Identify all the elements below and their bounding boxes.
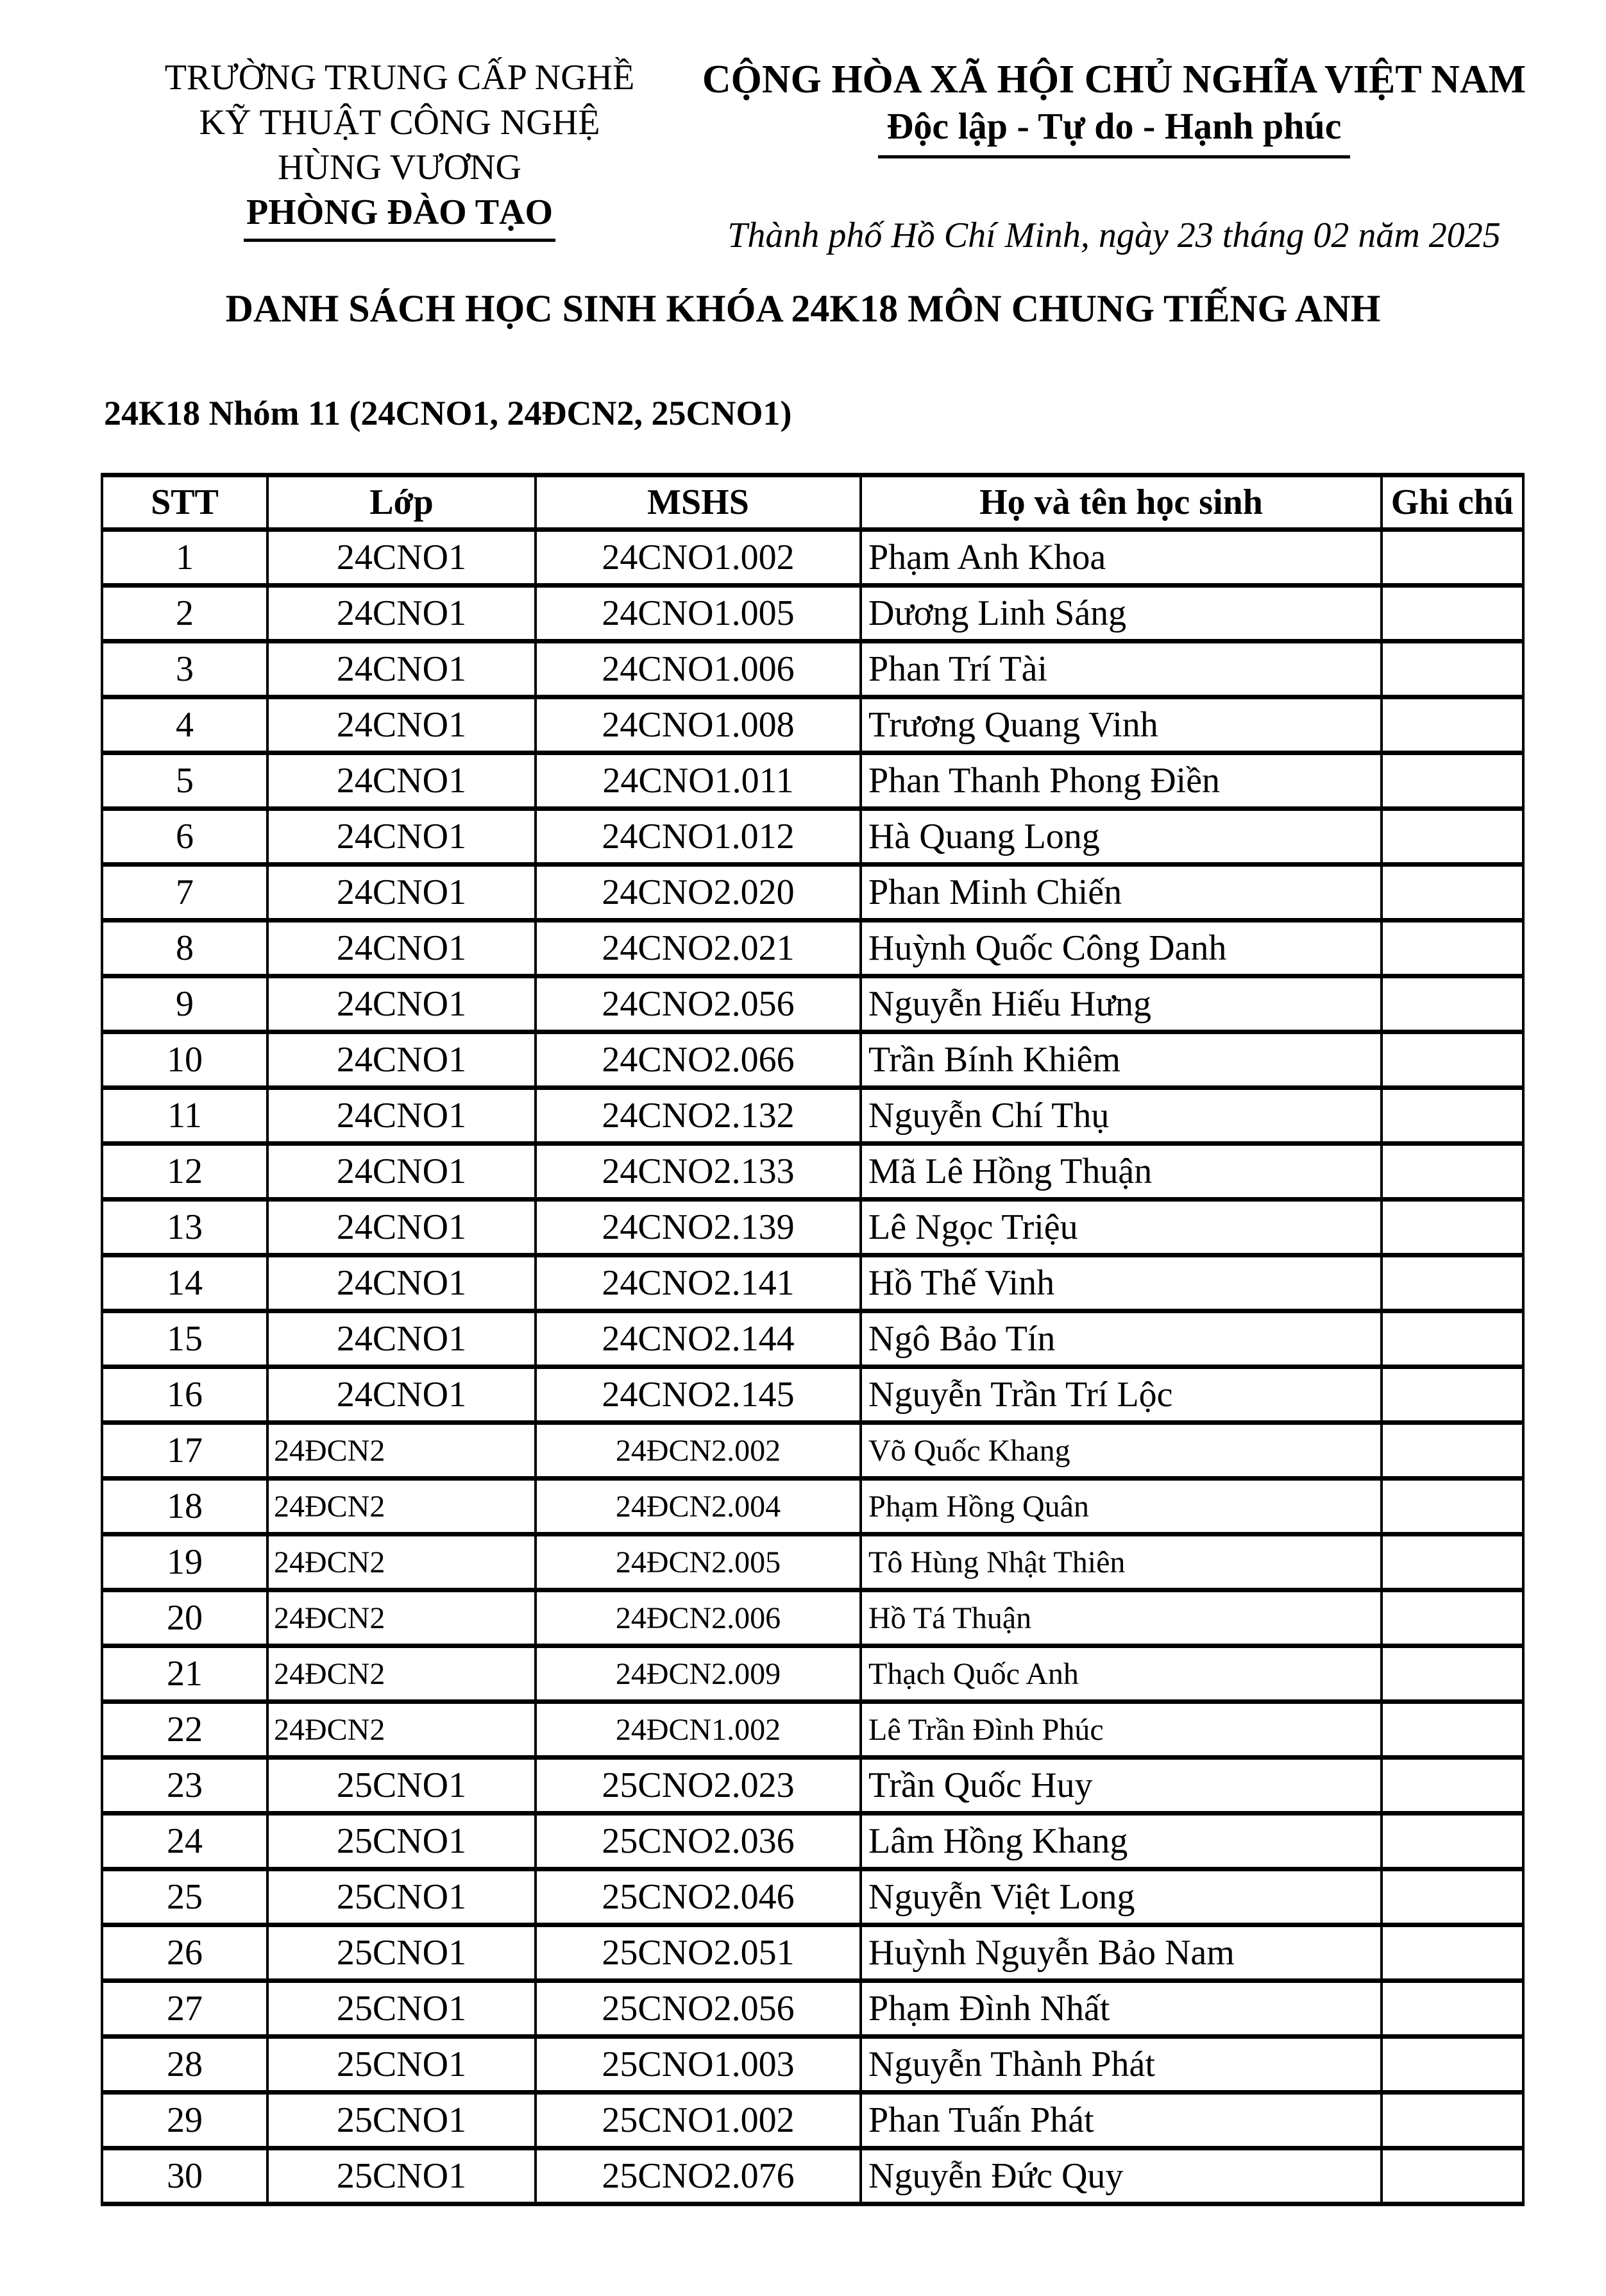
cell-note	[1382, 2037, 1523, 2093]
cell-note	[1382, 586, 1523, 642]
cell-note	[1382, 1144, 1523, 1200]
cell-name: Ngô Bảo Tín	[861, 1311, 1382, 1367]
cell-name: Hà Quang Long	[861, 809, 1382, 865]
cell-lop: 24ĐCN2	[267, 1423, 536, 1479]
cell-mshs: 25CNO1.002	[536, 2093, 861, 2148]
cell-stt: 3	[102, 642, 267, 697]
cell-note	[1382, 1311, 1523, 1367]
document-header	[0, 0, 1606, 256]
cell-name: Nguyễn Trần Trí Lộc	[861, 1367, 1382, 1423]
cell-lop: 24CNO1	[267, 976, 536, 1032]
table-row	[102, 1255, 1523, 1311]
cell-lop: 25CNO1	[267, 1814, 536, 1869]
cell-stt: 6	[102, 809, 267, 865]
cell-name: Lê Trần Đình Phúc	[861, 1702, 1382, 1758]
cell-stt: 18	[102, 1479, 267, 1535]
cell-lop: 24ĐCN2	[267, 1646, 536, 1702]
cell-note	[1382, 1981, 1523, 2037]
cell-stt: 25	[102, 1869, 267, 1925]
cell-stt: 4	[102, 697, 267, 753]
table-row	[102, 1869, 1523, 1925]
column-header-name: Họ và tên học sinh	[861, 475, 1382, 530]
cell-lop: 24CNO1	[267, 921, 536, 976]
cell-stt: 10	[102, 1032, 267, 1088]
cell-lop: 24ĐCN2	[267, 1590, 536, 1646]
cell-stt: 16	[102, 1367, 267, 1423]
cell-name: Phan Tuấn Phát	[861, 2093, 1382, 2148]
cell-name: Nguyễn Hiếu Hưng	[861, 976, 1382, 1032]
column-header-ghichu: Ghi chú	[1382, 475, 1523, 530]
cell-mshs: 24CNO1.012	[536, 809, 861, 865]
table-row	[102, 1032, 1523, 1088]
cell-name: Nguyễn Đức Quy	[861, 2148, 1382, 2204]
cell-mshs: 25CNO2.046	[536, 1869, 861, 1925]
cell-name: Phan Thanh Phong Điền	[861, 753, 1382, 809]
cell-name: Lâm Hồng Khang	[861, 1814, 1382, 1869]
cell-stt: 1	[102, 530, 267, 586]
table-row	[102, 921, 1523, 976]
cell-lop: 24CNO1	[267, 586, 536, 642]
cell-stt: 19	[102, 1535, 267, 1590]
cell-mshs: 25CNO2.076	[536, 2148, 861, 2204]
cell-name: Võ Quốc Khang	[861, 1423, 1382, 1479]
cell-name: Nguyễn Việt Long	[861, 1869, 1382, 1925]
national-header-block	[698, 55, 1530, 256]
cell-note	[1382, 1758, 1523, 1814]
cell-lop: 24CNO1	[267, 1144, 536, 1200]
table-row	[102, 2093, 1523, 2148]
table-row	[102, 1702, 1523, 1758]
document-title: DANH SÁCH HỌC SINH KHÓA 24K18 MÔN CHUNG TIẾNG ANH	[225, 287, 1381, 330]
cell-stt: 24	[102, 1814, 267, 1869]
national-motto-line	[698, 106, 1530, 158]
cell-lop: 25CNO1	[267, 2037, 536, 2093]
cell-stt: 20	[102, 1590, 267, 1646]
cell-stt: 22	[102, 1702, 267, 1758]
table-row	[102, 1479, 1523, 1535]
table-row	[102, 697, 1523, 753]
cell-note	[1382, 1590, 1523, 1646]
cell-name: Phạm Đình Nhất	[861, 1981, 1382, 2037]
national-motto: Độc lập - Tự do - Hạnh phúc	[878, 106, 1351, 158]
cell-mshs: 24CNO2.139	[536, 1200, 861, 1255]
table-row	[102, 2148, 1523, 2204]
table-row	[102, 1423, 1523, 1479]
cell-lop: 24CNO1	[267, 697, 536, 753]
group-heading: 24K18 Nhóm 11 (24CNO1, 24ĐCN2, 25CNO1)	[104, 394, 792, 432]
cell-stt: 27	[102, 1981, 267, 2037]
table-row	[102, 2037, 1523, 2093]
table-row	[102, 1367, 1523, 1423]
table-row	[102, 1646, 1523, 1702]
table-row	[102, 1088, 1523, 1144]
student-list-table	[101, 473, 1525, 2206]
cell-mshs: 24CNO2.145	[536, 1367, 861, 1423]
cell-lop: 24CNO1	[267, 1255, 536, 1311]
cell-mshs: 24ĐCN1.002	[536, 1702, 861, 1758]
cell-name: Trần Bính Khiêm	[861, 1032, 1382, 1088]
cell-note	[1382, 1535, 1523, 1590]
cell-note	[1382, 1423, 1523, 1479]
cell-mshs: 24CNO2.020	[536, 865, 861, 921]
cell-mshs: 24CNO2.066	[536, 1032, 861, 1088]
table-row	[102, 1981, 1523, 2037]
table-row	[102, 1200, 1523, 1255]
cell-name: Thạch Quốc Anh	[861, 1646, 1382, 1702]
cell-mshs: 24CNO1.002	[536, 530, 861, 586]
table-row	[102, 809, 1523, 865]
cell-stt: 11	[102, 1088, 267, 1144]
cell-stt: 23	[102, 1758, 267, 1814]
cell-lop: 24CNO1	[267, 865, 536, 921]
org-name-line-3: HÙNG VƯƠNG	[278, 148, 521, 187]
cell-mshs: 24ĐCN2.006	[536, 1590, 861, 1646]
cell-note	[1382, 865, 1523, 921]
cell-lop: 25CNO1	[267, 1925, 536, 1981]
cell-lop: 24CNO1	[267, 1311, 536, 1367]
table-row	[102, 753, 1523, 809]
cell-stt: 7	[102, 865, 267, 921]
cell-stt: 29	[102, 2093, 267, 2148]
cell-name: Hồ Thế Vinh	[861, 1255, 1382, 1311]
cell-stt: 2	[102, 586, 267, 642]
table-row	[102, 1590, 1523, 1646]
cell-mshs: 24CNO1.008	[536, 697, 861, 753]
cell-note	[1382, 1255, 1523, 1311]
cell-mshs: 25CNO2.036	[536, 1814, 861, 1869]
cell-name: Phạm Hồng Quân	[861, 1479, 1382, 1535]
cell-note	[1382, 1869, 1523, 1925]
cell-stt: 14	[102, 1255, 267, 1311]
column-header-mshs: MSHS	[536, 475, 861, 530]
cell-stt: 26	[102, 1925, 267, 1981]
cell-note	[1382, 1479, 1523, 1535]
cell-note	[1382, 1814, 1523, 1869]
cell-stt: 30	[102, 2148, 267, 2204]
cell-mshs: 24ĐCN2.009	[536, 1646, 861, 1702]
cell-mshs: 25CNO1.003	[536, 2037, 861, 2093]
cell-name: Huỳnh Nguyễn Bảo Nam	[861, 1925, 1382, 1981]
cell-name: Dương Linh Sáng	[861, 586, 1382, 642]
cell-mshs: 25CNO2.023	[536, 1758, 861, 1814]
cell-mshs: 24CNO2.021	[536, 921, 861, 976]
cell-stt: 17	[102, 1423, 267, 1479]
cell-stt: 21	[102, 1646, 267, 1702]
cell-mshs: 24CNO1.011	[536, 753, 861, 809]
cell-mshs: 24CNO2.132	[536, 1088, 861, 1144]
table-row	[102, 976, 1523, 1032]
department-line	[101, 190, 698, 242]
cell-lop: 24CNO1	[267, 1200, 536, 1255]
cell-mshs: 24ĐCN2.004	[536, 1479, 861, 1535]
cell-lop: 24CNO1	[267, 809, 536, 865]
cell-note	[1382, 1088, 1523, 1144]
table-row	[102, 1925, 1523, 1981]
cell-note	[1382, 1032, 1523, 1088]
cell-note	[1382, 921, 1523, 976]
cell-lop: 24ĐCN2	[267, 1535, 536, 1590]
cell-lop: 24CNO1	[267, 530, 536, 586]
cell-lop: 25CNO1	[267, 2148, 536, 2204]
cell-mshs: 25CNO2.051	[536, 1925, 861, 1981]
cell-lop: 24ĐCN2	[267, 1479, 536, 1535]
cell-lop: 24CNO1	[267, 1367, 536, 1423]
cell-lop: 24CNO1	[267, 642, 536, 697]
cell-lop: 24CNO1	[267, 1032, 536, 1088]
table-row	[102, 642, 1523, 697]
cell-stt: 28	[102, 2037, 267, 2093]
cell-note	[1382, 809, 1523, 865]
cell-name: Hồ Tá Thuận	[861, 1590, 1382, 1646]
cell-mshs: 24ĐCN2.002	[536, 1423, 861, 1479]
org-name-line-2: KỸ THUẬT CÔNG NGHỆ	[199, 103, 600, 142]
cell-mshs: 24CNO2.056	[536, 976, 861, 1032]
cell-lop: 25CNO1	[267, 2093, 536, 2148]
cell-lop: 25CNO1	[267, 1981, 536, 2037]
column-header-lop: Lớp	[267, 475, 536, 530]
cell-mshs: 24CNO1.005	[536, 586, 861, 642]
table-header-row	[102, 475, 1523, 530]
cell-note	[1382, 642, 1523, 697]
cell-lop: 25CNO1	[267, 1869, 536, 1925]
department-name: PHÒNG ĐÀO TẠO	[244, 194, 555, 242]
cell-name: Phan Minh Chiến	[861, 865, 1382, 921]
cell-mshs: 24ĐCN2.005	[536, 1535, 861, 1590]
cell-mshs: 24CNO2.141	[536, 1255, 861, 1311]
cell-mshs: 25CNO2.056	[536, 1981, 861, 2037]
table-row	[102, 865, 1523, 921]
table-row	[102, 1814, 1523, 1869]
cell-note	[1382, 1367, 1523, 1423]
cell-lop: 24CNO1	[267, 753, 536, 809]
table-row	[102, 586, 1523, 642]
cell-name: Phạm Anh Khoa	[861, 530, 1382, 586]
table-row	[102, 1758, 1523, 1814]
cell-name: Tô Hùng Nhật Thiên	[861, 1535, 1382, 1590]
cell-mshs: 24CNO1.006	[536, 642, 861, 697]
cell-name: Lê Ngọc Triệu	[861, 1200, 1382, 1255]
cell-mshs: 24CNO2.133	[536, 1144, 861, 1200]
table-row	[102, 1311, 1523, 1367]
cell-name: Trương Quang Vinh	[861, 697, 1382, 753]
table-row	[102, 530, 1523, 586]
cell-name: Trần Quốc Huy	[861, 1758, 1382, 1814]
cell-lop: 24CNO1	[267, 1088, 536, 1144]
place-date-line: Thành phố Hồ Chí Minh, ngày 23 tháng 02 năm 2025	[727, 216, 1501, 255]
national-title: CỘNG HÒA XÃ HỘI CHỦ NGHĨA VIỆT NAM	[702, 58, 1526, 101]
cell-name: Nguyễn Thành Phát	[861, 2037, 1382, 2093]
table-row	[102, 1535, 1523, 1590]
cell-note	[1382, 1200, 1523, 1255]
cell-stt: 9	[102, 976, 267, 1032]
cell-note	[1382, 1646, 1523, 1702]
column-header-stt: STT	[102, 475, 267, 530]
cell-name: Mã Lê Hồng Thuận	[861, 1144, 1382, 1200]
cell-name: Nguyễn Chí Thụ	[861, 1088, 1382, 1144]
cell-name: Phan Trí Tài	[861, 642, 1382, 697]
cell-name: Huỳnh Quốc Công Danh	[861, 921, 1382, 976]
cell-note	[1382, 1925, 1523, 1981]
cell-stt: 15	[102, 1311, 267, 1367]
cell-mshs: 24CNO2.144	[536, 1311, 861, 1367]
issuing-org-block	[101, 55, 698, 256]
cell-note	[1382, 1702, 1523, 1758]
cell-stt: 12	[102, 1144, 267, 1200]
cell-note	[1382, 2093, 1523, 2148]
cell-note	[1382, 2148, 1523, 2204]
cell-note	[1382, 753, 1523, 809]
cell-note	[1382, 530, 1523, 586]
table-row	[102, 1144, 1523, 1200]
org-name-line-1: TRƯỜNG TRUNG CẤP NGHỀ	[164, 58, 635, 98]
cell-lop: 25CNO1	[267, 1758, 536, 1814]
cell-stt: 13	[102, 1200, 267, 1255]
cell-stt: 5	[102, 753, 267, 809]
cell-note	[1382, 697, 1523, 753]
table-body	[102, 530, 1523, 2204]
cell-note	[1382, 976, 1523, 1032]
cell-lop: 24ĐCN2	[267, 1702, 536, 1758]
cell-stt: 8	[102, 921, 267, 976]
